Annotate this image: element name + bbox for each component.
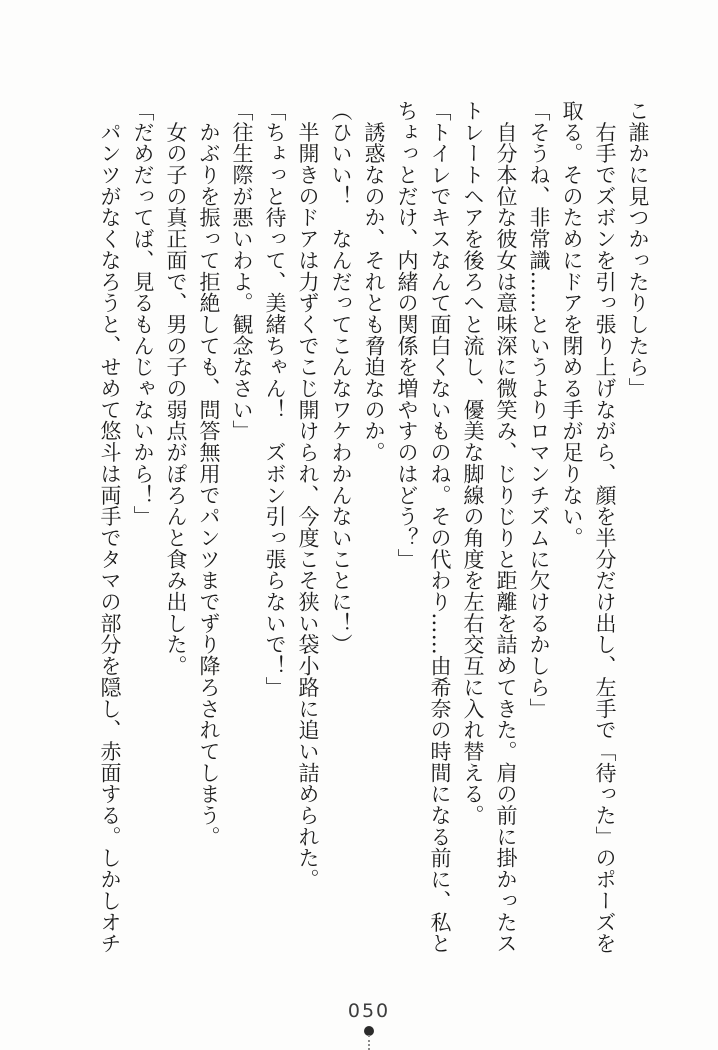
page-marker-line: [368, 1035, 370, 1050]
text-line: かぶりを振って拒絶しても、問答無用でパンツまでずり降ろされてしまう。: [197, 100, 221, 848]
text-line: パンツがなくなろうと、せめて悠斗は両手でタマの部分を隠し、赤面する。しかしオチ: [98, 100, 122, 954]
page-number: 050: [347, 1000, 391, 1022]
text-line: 右手でズボンを引っ張り上げながら、顔を半分だけ出し、左手で「待った」のポーズを: [593, 100, 617, 954]
page-footer: [0, 998, 718, 1050]
text-line: 取る。そのためにドアを閉める手が足りない。: [560, 100, 584, 549]
text-line: 「往生際が悪いわよ。観念なさい」: [230, 100, 254, 442]
text-block: [93, 100, 654, 972]
text-line: 女の子の真正面で、男の子の弱点がぽろんと食み出した。: [164, 100, 188, 677]
text-line: こ誰かに見つかったりしたら」: [626, 100, 650, 399]
text-line: 「そうね、非常識……というよりロマンチズムに欠けるかしら」: [527, 100, 551, 720]
text-line: 半開きのドアは力ずくでこじ開けられ、今度こそ狭い袋小路に追い詰められた。: [296, 100, 320, 890]
text-line: ちょっとだけ、内緒の関係を増やすのはどう？」: [395, 100, 419, 570]
text-line: 自分本位な彼女は意味深に微笑み、じりじりと距離を詰めてきた。肩の前に掛かったス: [494, 100, 518, 954]
text-line: （ひいい！ なんだってこんなワケわかんないことに！）: [329, 100, 353, 656]
text-line: トレートヘアを後ろへと流し、優美な脚線の角度を左右交互に入れ替える。: [461, 100, 485, 826]
text-line: 「トイレでキスなんて面白くないものね。その代わり……由希奈の時間になる前に、私と: [428, 100, 452, 954]
text-line: 誘惑なのか、それとも脅迫なのか。: [362, 100, 386, 463]
text-line: 「だめだってば、見るもんじゃないから！」: [131, 100, 155, 527]
text-line: 「ちょっと待って、美緒ちゃん！ ズボン引っ張らないで！」: [263, 100, 287, 698]
